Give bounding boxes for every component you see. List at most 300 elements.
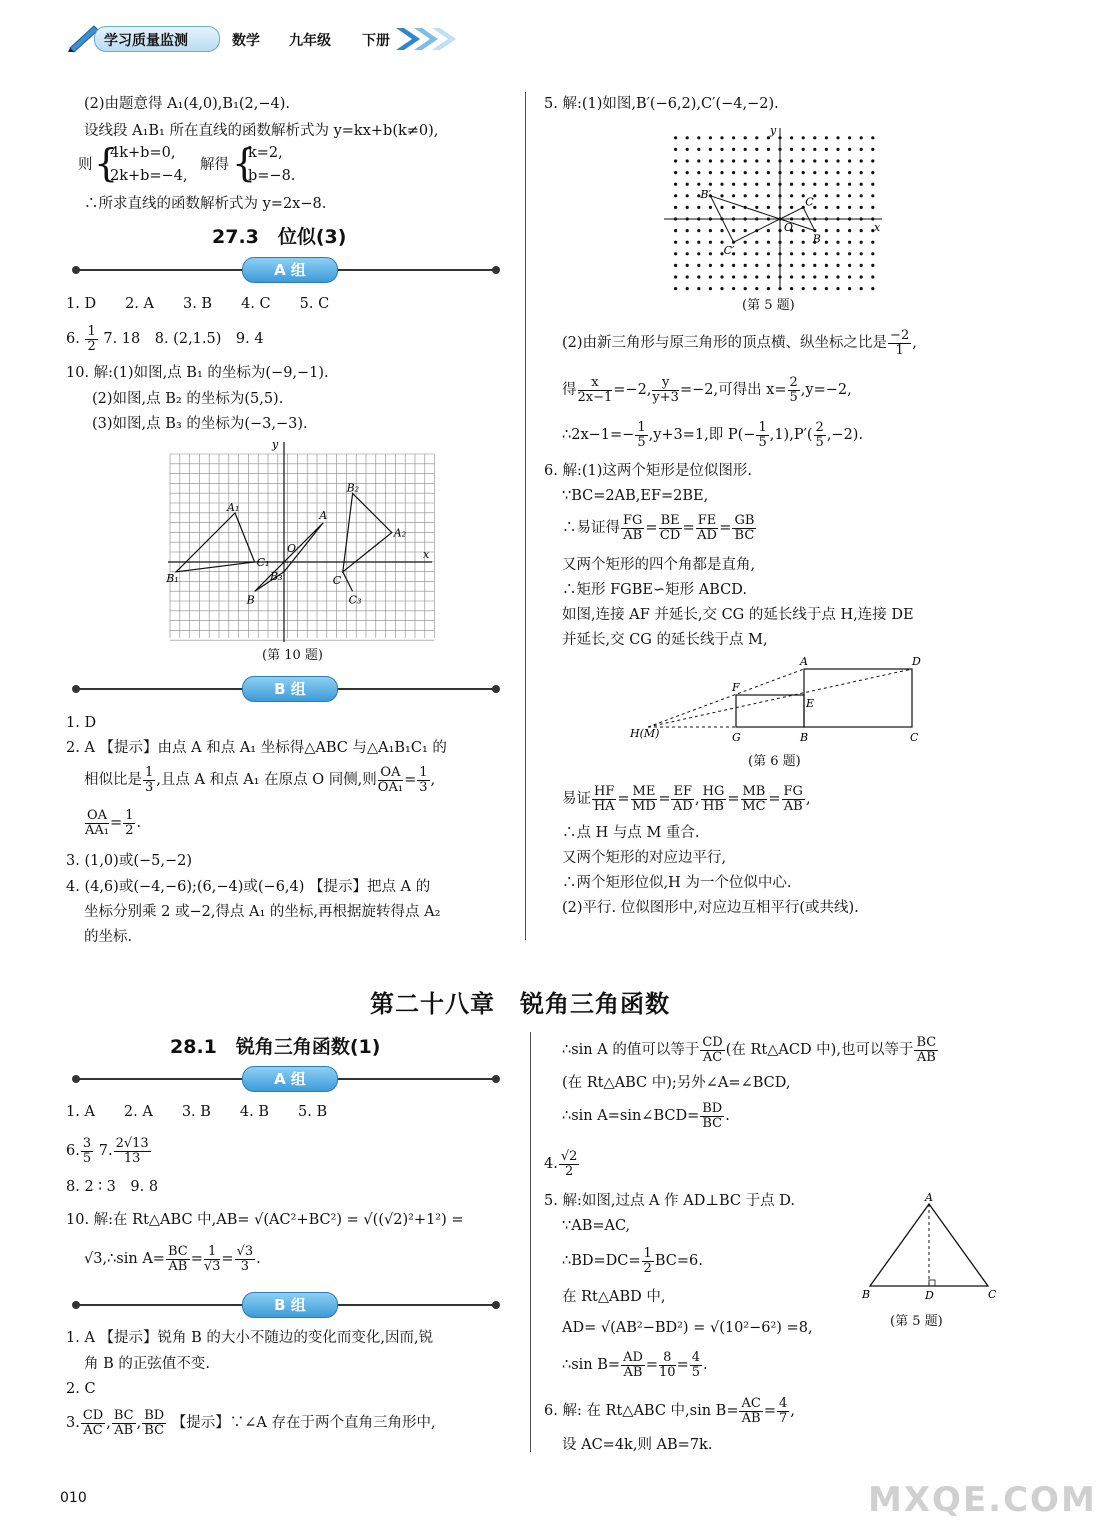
grid-dot bbox=[871, 206, 874, 209]
grid-dot bbox=[848, 183, 851, 186]
rectangle-abcd bbox=[804, 669, 912, 727]
grid-dot bbox=[860, 241, 863, 244]
grid-dot bbox=[709, 241, 712, 244]
grid-dot bbox=[709, 183, 712, 186]
grid-dot bbox=[871, 183, 874, 186]
grid-dot bbox=[697, 287, 700, 290]
section-title: 27.3 位似(3) bbox=[212, 226, 347, 248]
grid-dot bbox=[790, 206, 793, 209]
grid-dot bbox=[836, 136, 839, 139]
answer-line: 在 Rt△ABD 中, bbox=[562, 1289, 666, 1305]
point-label: G bbox=[732, 731, 741, 744]
grid-dot bbox=[767, 287, 770, 290]
grid-dot bbox=[848, 171, 851, 174]
answer-line: ∴sin B= $\frac{AD}{AB}$ = $\frac{8}{10}$ = $\frac{4}{5}$ . bbox=[562, 1349, 708, 1380]
grid-dot bbox=[720, 159, 723, 162]
grid-dot bbox=[802, 171, 805, 174]
point-label: y bbox=[770, 124, 777, 137]
answer-line: (在 Rt△ABC 中);另外∠A=∠BCD, bbox=[562, 1075, 791, 1091]
group-a-badge: A 组 bbox=[242, 257, 338, 283]
grid-dot bbox=[767, 194, 770, 197]
grid-dot bbox=[755, 159, 758, 162]
grid-dot bbox=[825, 194, 828, 197]
answer-line: 并延长,交 CG 的延长线于点 M, bbox=[562, 632, 768, 648]
grid-dot bbox=[709, 206, 712, 209]
grid-dot bbox=[697, 171, 700, 174]
grid-dot bbox=[674, 171, 677, 174]
grid-dot bbox=[674, 229, 677, 232]
grid-dot bbox=[744, 148, 747, 151]
grid-dot bbox=[709, 136, 712, 139]
grid-dot bbox=[755, 206, 758, 209]
grid-dot bbox=[697, 275, 700, 278]
grid-dot bbox=[674, 183, 677, 186]
point-label: B bbox=[812, 232, 821, 246]
point-label: O bbox=[287, 542, 297, 555]
grid-dot bbox=[836, 148, 839, 151]
point-label: A₁ bbox=[227, 501, 240, 514]
grid-dot bbox=[767, 159, 770, 162]
grid-dot bbox=[720, 264, 723, 267]
grid-dot bbox=[790, 183, 793, 186]
grid-dot bbox=[744, 252, 747, 255]
grid-dot bbox=[720, 183, 723, 186]
grid-dot bbox=[802, 287, 805, 290]
grid-dot bbox=[860, 171, 863, 174]
group-b-badge: B 组 bbox=[242, 1292, 338, 1318]
grid-dot bbox=[744, 136, 747, 139]
grid-dot bbox=[674, 194, 677, 197]
group-divider-a bbox=[76, 261, 496, 279]
point-label: B₃ bbox=[270, 569, 283, 583]
answer-line: 6. 解: 在 Rt△ABC 中,sin B= $\frac{AC}{AB}$ = $\frac{4}{7}$ , bbox=[544, 1395, 795, 1426]
right-angle-mark bbox=[929, 1280, 935, 1286]
grid-dot bbox=[697, 136, 700, 139]
grid-dot bbox=[755, 252, 758, 255]
answer-line: (3)如图,点 B₃ 的坐标为(−3,−3). bbox=[92, 416, 308, 432]
grid-dot bbox=[825, 206, 828, 209]
point-label: x bbox=[874, 221, 881, 234]
grid-dot bbox=[674, 241, 677, 244]
grid-dot bbox=[871, 136, 874, 139]
grid-dot bbox=[686, 159, 689, 162]
point-label: B bbox=[246, 593, 255, 607]
grid-dot bbox=[848, 264, 851, 267]
grid-dot bbox=[697, 229, 700, 232]
grid-dot bbox=[744, 275, 747, 278]
group-divider-b bbox=[76, 680, 496, 698]
grid-dot bbox=[686, 171, 689, 174]
answer-line: 角 B 的正弦值不变. bbox=[84, 1356, 210, 1372]
answer-line: ∴两个矩形位似,H 为一个位似中心. bbox=[562, 875, 792, 891]
grid-dot bbox=[871, 171, 874, 174]
grid-dot bbox=[825, 252, 828, 255]
grid-dot bbox=[802, 275, 805, 278]
grid-dot bbox=[767, 229, 770, 232]
grid-dot bbox=[720, 275, 723, 278]
figure-caption: (第 10 题) bbox=[262, 648, 323, 663]
point-label: A bbox=[319, 508, 328, 522]
grid-dot bbox=[836, 194, 839, 197]
grid-dot bbox=[871, 264, 874, 267]
grid-dot bbox=[732, 275, 735, 278]
grid-dot bbox=[686, 183, 689, 186]
header-subject: 数学 bbox=[232, 33, 260, 49]
point-label: C bbox=[332, 573, 342, 587]
figure-5-dot-grid bbox=[662, 122, 892, 296]
grid-dot bbox=[720, 206, 723, 209]
grid-dot bbox=[674, 287, 677, 290]
header-volume: 下册 bbox=[362, 33, 390, 49]
point-label: H(M) bbox=[630, 727, 660, 740]
grid-dot bbox=[732, 136, 735, 139]
grid-dot bbox=[871, 241, 874, 244]
column-divider-bottom bbox=[530, 1032, 531, 1452]
answer-line: (2)由新三角形与原三角形的顶点横、纵坐标之比是 $\frac{-2}{1}$ , bbox=[562, 327, 917, 358]
grid-dot bbox=[732, 264, 735, 267]
point-label: A bbox=[800, 655, 808, 668]
grid-dot bbox=[732, 159, 735, 162]
grid-dot bbox=[871, 194, 874, 197]
grid-dot bbox=[813, 148, 816, 151]
grid-dot bbox=[848, 159, 851, 162]
text-line: 设线段 A₁B₁ 所在直线的函数解析式为 y=kx+b(k≠0), bbox=[84, 123, 439, 139]
answer-line: 6. $\frac{1}{2}$ 7. 18 8. (2,1.5) 9. 4 bbox=[66, 323, 264, 354]
grid-dot bbox=[767, 148, 770, 151]
grid-dot bbox=[802, 136, 805, 139]
answer-line: 4. $\frac{√2}{2}$ bbox=[544, 1148, 578, 1179]
grid-dot bbox=[686, 229, 689, 232]
rectangle-fgbe bbox=[736, 695, 804, 727]
grid-dot bbox=[697, 264, 700, 267]
grid-dot bbox=[836, 159, 839, 162]
grid-dot bbox=[709, 229, 712, 232]
grid-dot bbox=[836, 229, 839, 232]
grid-dot bbox=[871, 287, 874, 290]
dashed-line bbox=[648, 669, 804, 727]
point-label: C₁ bbox=[256, 556, 270, 569]
grid-dot bbox=[744, 287, 747, 290]
grid-dot bbox=[732, 148, 735, 151]
grid-dot bbox=[790, 241, 793, 244]
grid-dot bbox=[732, 171, 735, 174]
grid-dot bbox=[686, 287, 689, 290]
point-label: E bbox=[806, 697, 815, 710]
grid-dot bbox=[744, 264, 747, 267]
grid-dot bbox=[860, 287, 863, 290]
grid-dot bbox=[732, 229, 735, 232]
answer-line: 又两个矩形的四个角都是直角, bbox=[562, 557, 756, 573]
answer-line: 5. 解:如图,过点 A 作 AD⊥BC 于点 D. bbox=[544, 1193, 795, 1209]
grid-dot bbox=[813, 264, 816, 267]
grid-dot bbox=[871, 252, 874, 255]
grid-dot bbox=[825, 183, 828, 186]
grid-dot bbox=[836, 252, 839, 255]
grid-dot bbox=[709, 159, 712, 162]
grid-dot bbox=[720, 171, 723, 174]
grid-dot bbox=[802, 241, 805, 244]
grid-dot bbox=[871, 159, 874, 162]
grid-dot bbox=[732, 183, 735, 186]
answer-line: 1. D 2. A 3. B 4. C 5. C bbox=[66, 296, 330, 312]
point-label: A₂ bbox=[393, 526, 407, 540]
answer-line: 10. 解:(1)如图,点 B₁ 的坐标为(−9,−1). bbox=[66, 365, 329, 381]
grid-dot bbox=[813, 194, 816, 197]
answer-line: 3. $\frac{CD}{AC}$ , $\frac{BC}{AB}$ , $\frac{BD}{BC}$ 【提示】∵∠A 存在于两个直角三角形中, bbox=[66, 1407, 436, 1438]
grid-dot bbox=[860, 252, 863, 255]
point-label: y bbox=[272, 438, 279, 451]
group-a-badge: A 组 bbox=[242, 1066, 338, 1092]
grid-dot bbox=[813, 206, 816, 209]
grid-dot bbox=[813, 275, 816, 278]
answer-line: 2. A 【提示】由点 A 和点 A₁ 坐标得△ABC 与△A₁B₁C₁ 的 bbox=[66, 740, 447, 756]
figure-caption: (第 5 题) bbox=[742, 298, 795, 313]
grid-dot bbox=[674, 206, 677, 209]
grid-dot bbox=[802, 264, 805, 267]
grid-dot bbox=[860, 264, 863, 267]
answer-line: 4. (4,6)或(−4,−6);(6,−4)或(−6,4) 【提示】把点 A 的 bbox=[66, 879, 431, 895]
grid-dot bbox=[813, 252, 816, 255]
grid-dot bbox=[813, 159, 816, 162]
grid-dot bbox=[825, 241, 828, 244]
point-label: B′ bbox=[700, 187, 711, 201]
grid-dot bbox=[848, 136, 851, 139]
grid-dot bbox=[825, 136, 828, 139]
grid-dot bbox=[720, 194, 723, 197]
point-label: B bbox=[862, 1288, 871, 1301]
point-label: A bbox=[925, 1191, 933, 1204]
point-label: C bbox=[805, 195, 814, 209]
grid-dot bbox=[790, 159, 793, 162]
grid-dot bbox=[767, 206, 770, 209]
grid-dot bbox=[813, 287, 816, 290]
point-label: C bbox=[910, 731, 919, 744]
text-line: (2)由题意得 A₁(4,0),B₁(2,−4). bbox=[84, 96, 291, 112]
grid-dot bbox=[848, 206, 851, 209]
grid-dot bbox=[755, 287, 758, 290]
grid-dot bbox=[755, 148, 758, 151]
point-label: B bbox=[800, 731, 809, 744]
grid-dot bbox=[813, 171, 816, 174]
grid-dot bbox=[709, 264, 712, 267]
answer-line: 3. (1,0)或(−5,−2) bbox=[66, 853, 192, 869]
point-label: F bbox=[732, 681, 740, 694]
answer-line: 相似比是 $\frac{1}{3}$ ,且点 A 和点 A₁ 在原点 O 同侧,则 $\frac{OA}{\text{OA₁}}$ = $\frac{1}{3}$ , bbox=[84, 764, 436, 795]
answer-line: 6. $\frac{3}{5}$ 7. $\frac{2√13}{13}$ bbox=[66, 1135, 149, 1166]
grid-dot bbox=[697, 148, 700, 151]
grid-dot bbox=[790, 252, 793, 255]
group-b-badge: B 组 bbox=[242, 676, 338, 702]
point-label: B₁ bbox=[166, 571, 179, 585]
grid-dot bbox=[825, 171, 828, 174]
point-label: B₂ bbox=[346, 481, 360, 495]
grid-dot bbox=[755, 136, 758, 139]
grid-dot bbox=[871, 148, 874, 151]
grid-dot bbox=[709, 252, 712, 255]
answer-line: 易证 $\frac{HF}{HA}$ = $\frac{ME}{MD}$ = $\frac{EF}{AD}$ , $\frac{HG}{HB}$ = $\frac{MB}{MC}$ = $\frac{FG}{AB}$ , bbox=[562, 783, 811, 814]
grid-dot bbox=[871, 275, 874, 278]
grid-dot bbox=[790, 194, 793, 197]
grid-dot bbox=[836, 183, 839, 186]
answer-line: 5. 解:(1)如图,B′(−6,2),C′(−4,−2). bbox=[544, 96, 779, 112]
grid-dot bbox=[697, 159, 700, 162]
answer-line: AD= √(AB²−BD²) = √(10²−6²) =8, bbox=[562, 1320, 813, 1336]
grid-dot bbox=[744, 159, 747, 162]
answer-line: 1. A 【提示】锐角 B 的大小不随边的变化而变化,因而,锐 bbox=[66, 1330, 434, 1346]
grid-dot bbox=[848, 287, 851, 290]
grid-dot bbox=[802, 183, 805, 186]
grid-dot bbox=[790, 264, 793, 267]
answer-line: ∴易证得 $\frac{FG}{AB}$ = $\frac{BE}{CD}$ = $\frac{FE}{AD}$ = $\frac{GB}{BC}$ bbox=[562, 512, 755, 543]
grid-dot bbox=[720, 229, 723, 232]
grid-dot bbox=[674, 136, 677, 139]
grid-dot bbox=[744, 229, 747, 232]
figure-6-rectangles bbox=[626, 655, 926, 751]
grid-dot bbox=[674, 275, 677, 278]
point-label: C′ bbox=[723, 244, 735, 258]
grid-dot bbox=[674, 264, 677, 267]
grid-dot bbox=[860, 229, 863, 232]
grid-dot bbox=[755, 194, 758, 197]
grid-dot bbox=[848, 241, 851, 244]
grid-dot bbox=[767, 241, 770, 244]
answer-line: (2)如图,点 B₂ 的坐标为(5,5). bbox=[92, 391, 284, 407]
answer-line: 1. A 2. A 3. B 4. B 5. B bbox=[66, 1104, 328, 1120]
grid-dot bbox=[697, 252, 700, 255]
figure-10-grid bbox=[168, 438, 436, 648]
grid-dot bbox=[686, 194, 689, 197]
answer-line: ∴sin A 的值可以等于 $\frac{CD}{AC}$ (在 Rt△ACD 中),也可以等于 $\frac{BC}{AB}$ bbox=[562, 1034, 937, 1065]
grid-dot bbox=[744, 171, 747, 174]
grid-dot bbox=[697, 183, 700, 186]
grid-dot bbox=[825, 275, 828, 278]
grid-dot bbox=[767, 264, 770, 267]
grid-dot bbox=[802, 159, 805, 162]
grid-dot bbox=[686, 148, 689, 151]
grid-dot bbox=[744, 194, 747, 197]
grid-dot bbox=[860, 136, 863, 139]
grid-dot bbox=[755, 275, 758, 278]
grid-dot bbox=[825, 264, 828, 267]
figure-5-triangle bbox=[856, 1190, 998, 1312]
grid-dot bbox=[697, 241, 700, 244]
answer-line: 2. C bbox=[66, 1381, 96, 1397]
answer-line: 6. 解:(1)这两个矩形是位似图形. bbox=[544, 463, 752, 479]
answer-line: 如图,连接 AF 并延长,交 CG 的延长线于点 H,连接 DE bbox=[562, 607, 914, 623]
figure-caption: (第 5 题) bbox=[890, 1314, 943, 1329]
answer-line: ∵AB=AC, bbox=[562, 1218, 631, 1234]
grid-dot bbox=[836, 275, 839, 278]
grid-dot bbox=[836, 264, 839, 267]
grid-dot bbox=[848, 194, 851, 197]
grid-dot bbox=[813, 136, 816, 139]
grid-dot bbox=[848, 252, 851, 255]
grid-dot bbox=[709, 148, 712, 151]
grid-dot bbox=[744, 183, 747, 186]
text-line: ∴所求直线的函数解析式为 y=2x−8. bbox=[84, 196, 327, 212]
answer-line: ∴点 H 与点 M 重合. bbox=[562, 825, 700, 841]
answer-line: ∴2x−1=− $\frac{1}{5}$ ,y+3=1,即 P(− $\frac{1}{5}$ ,1),P′( $\frac{2}{5}$ ,−2). bbox=[562, 419, 864, 450]
point-label: x bbox=[423, 548, 430, 561]
grid-dot bbox=[767, 252, 770, 255]
answer-line: 得 $\frac{x}{2x-1}$ =−2, $\frac{y}{y+3}$ =−2,可得出 x= $\frac{2}{5}$ ,y=−2, bbox=[562, 374, 852, 405]
grid-dot bbox=[802, 148, 805, 151]
grid-dot bbox=[860, 275, 863, 278]
answer-line: 又两个矩形的对应边平行, bbox=[562, 850, 727, 866]
grid-dot bbox=[686, 206, 689, 209]
page-number: 010 bbox=[60, 1490, 87, 1506]
grid-dot bbox=[825, 148, 828, 151]
grid-dot bbox=[790, 275, 793, 278]
watermark: MXQE.COM bbox=[868, 1480, 1097, 1520]
grid-dot bbox=[755, 183, 758, 186]
grid-dot bbox=[732, 194, 735, 197]
grid-dot bbox=[674, 148, 677, 151]
grid-dot bbox=[720, 287, 723, 290]
grid-dot bbox=[720, 136, 723, 139]
grid-dot bbox=[860, 183, 863, 186]
grid-dot bbox=[767, 275, 770, 278]
answer-line: 10. 解:在 Rt△ABC 中,AB= √(AC²+BC²) = √((√2)²+1²) = bbox=[66, 1212, 464, 1228]
equation-system: 则 { 4k+b=0, 2k+b=−4, 解得 { k=2, b=−8. bbox=[78, 141, 296, 185]
grid-dot bbox=[836, 241, 839, 244]
grid-dot bbox=[709, 287, 712, 290]
grid-dot bbox=[686, 252, 689, 255]
grid-dot bbox=[686, 275, 689, 278]
answer-line: ∴sin A=sin∠BCD= $\frac{BD}{BC}$ . bbox=[562, 1100, 730, 1131]
grid-dot bbox=[848, 275, 851, 278]
grid-dot bbox=[755, 171, 758, 174]
answer-line: ∴矩形 FGBE∽矩形 ABCD. bbox=[562, 582, 747, 598]
point-label: D bbox=[912, 655, 921, 668]
grid-dot bbox=[825, 159, 828, 162]
figure-caption: (第 6 题) bbox=[748, 754, 801, 769]
group-divider-a bbox=[76, 1070, 496, 1088]
grid-dot bbox=[825, 287, 828, 290]
grid-dot bbox=[686, 241, 689, 244]
grid-dot bbox=[802, 229, 805, 232]
answer-line: ∵BC=2AB,EF=2BE, bbox=[562, 488, 709, 504]
grid-dot bbox=[836, 287, 839, 290]
grid-dot bbox=[790, 171, 793, 174]
grid-dot bbox=[825, 229, 828, 232]
point-label: D bbox=[925, 1289, 934, 1302]
grid-dot bbox=[848, 229, 851, 232]
answer-line: 8. 2 ∶ 3 9. 8 bbox=[66, 1179, 159, 1195]
grid-dot bbox=[860, 148, 863, 151]
point-label: C₃ bbox=[348, 593, 362, 607]
grid-dot bbox=[686, 136, 689, 139]
answer-line: 的坐标. bbox=[84, 929, 133, 945]
grid-dot bbox=[732, 287, 735, 290]
header-title: 学习质量监测 bbox=[104, 33, 188, 49]
grid-dot bbox=[802, 252, 805, 255]
answer-line: 1. D bbox=[66, 715, 97, 731]
answer-line: 设 AC=4k,则 AB=7k. bbox=[562, 1437, 713, 1453]
answer-line: (2)平行. 位似图形中,对应边互相平行(或共线). bbox=[562, 900, 859, 916]
grid-dot bbox=[709, 275, 712, 278]
group-divider-b bbox=[76, 1296, 496, 1314]
grid-dot bbox=[790, 287, 793, 290]
point-label: C bbox=[988, 1288, 997, 1301]
answer-line: √3,∴sin A= $\frac{BC}{AB}$ = $\frac{1}{√3}$ = $\frac{√3}{3}$ . bbox=[84, 1243, 261, 1274]
grid-dot bbox=[767, 183, 770, 186]
answer-line: $\frac{OA}{\text{AA₁}}$ = $\frac{1}{2}$ . bbox=[85, 807, 142, 838]
answer-line: 坐标分别乘 2 或−2,得点 A₁ 的坐标,再根据旋转得点 A₂ bbox=[84, 904, 441, 920]
grid-dot bbox=[790, 148, 793, 151]
grid-dot bbox=[709, 171, 712, 174]
grid-dot bbox=[860, 159, 863, 162]
